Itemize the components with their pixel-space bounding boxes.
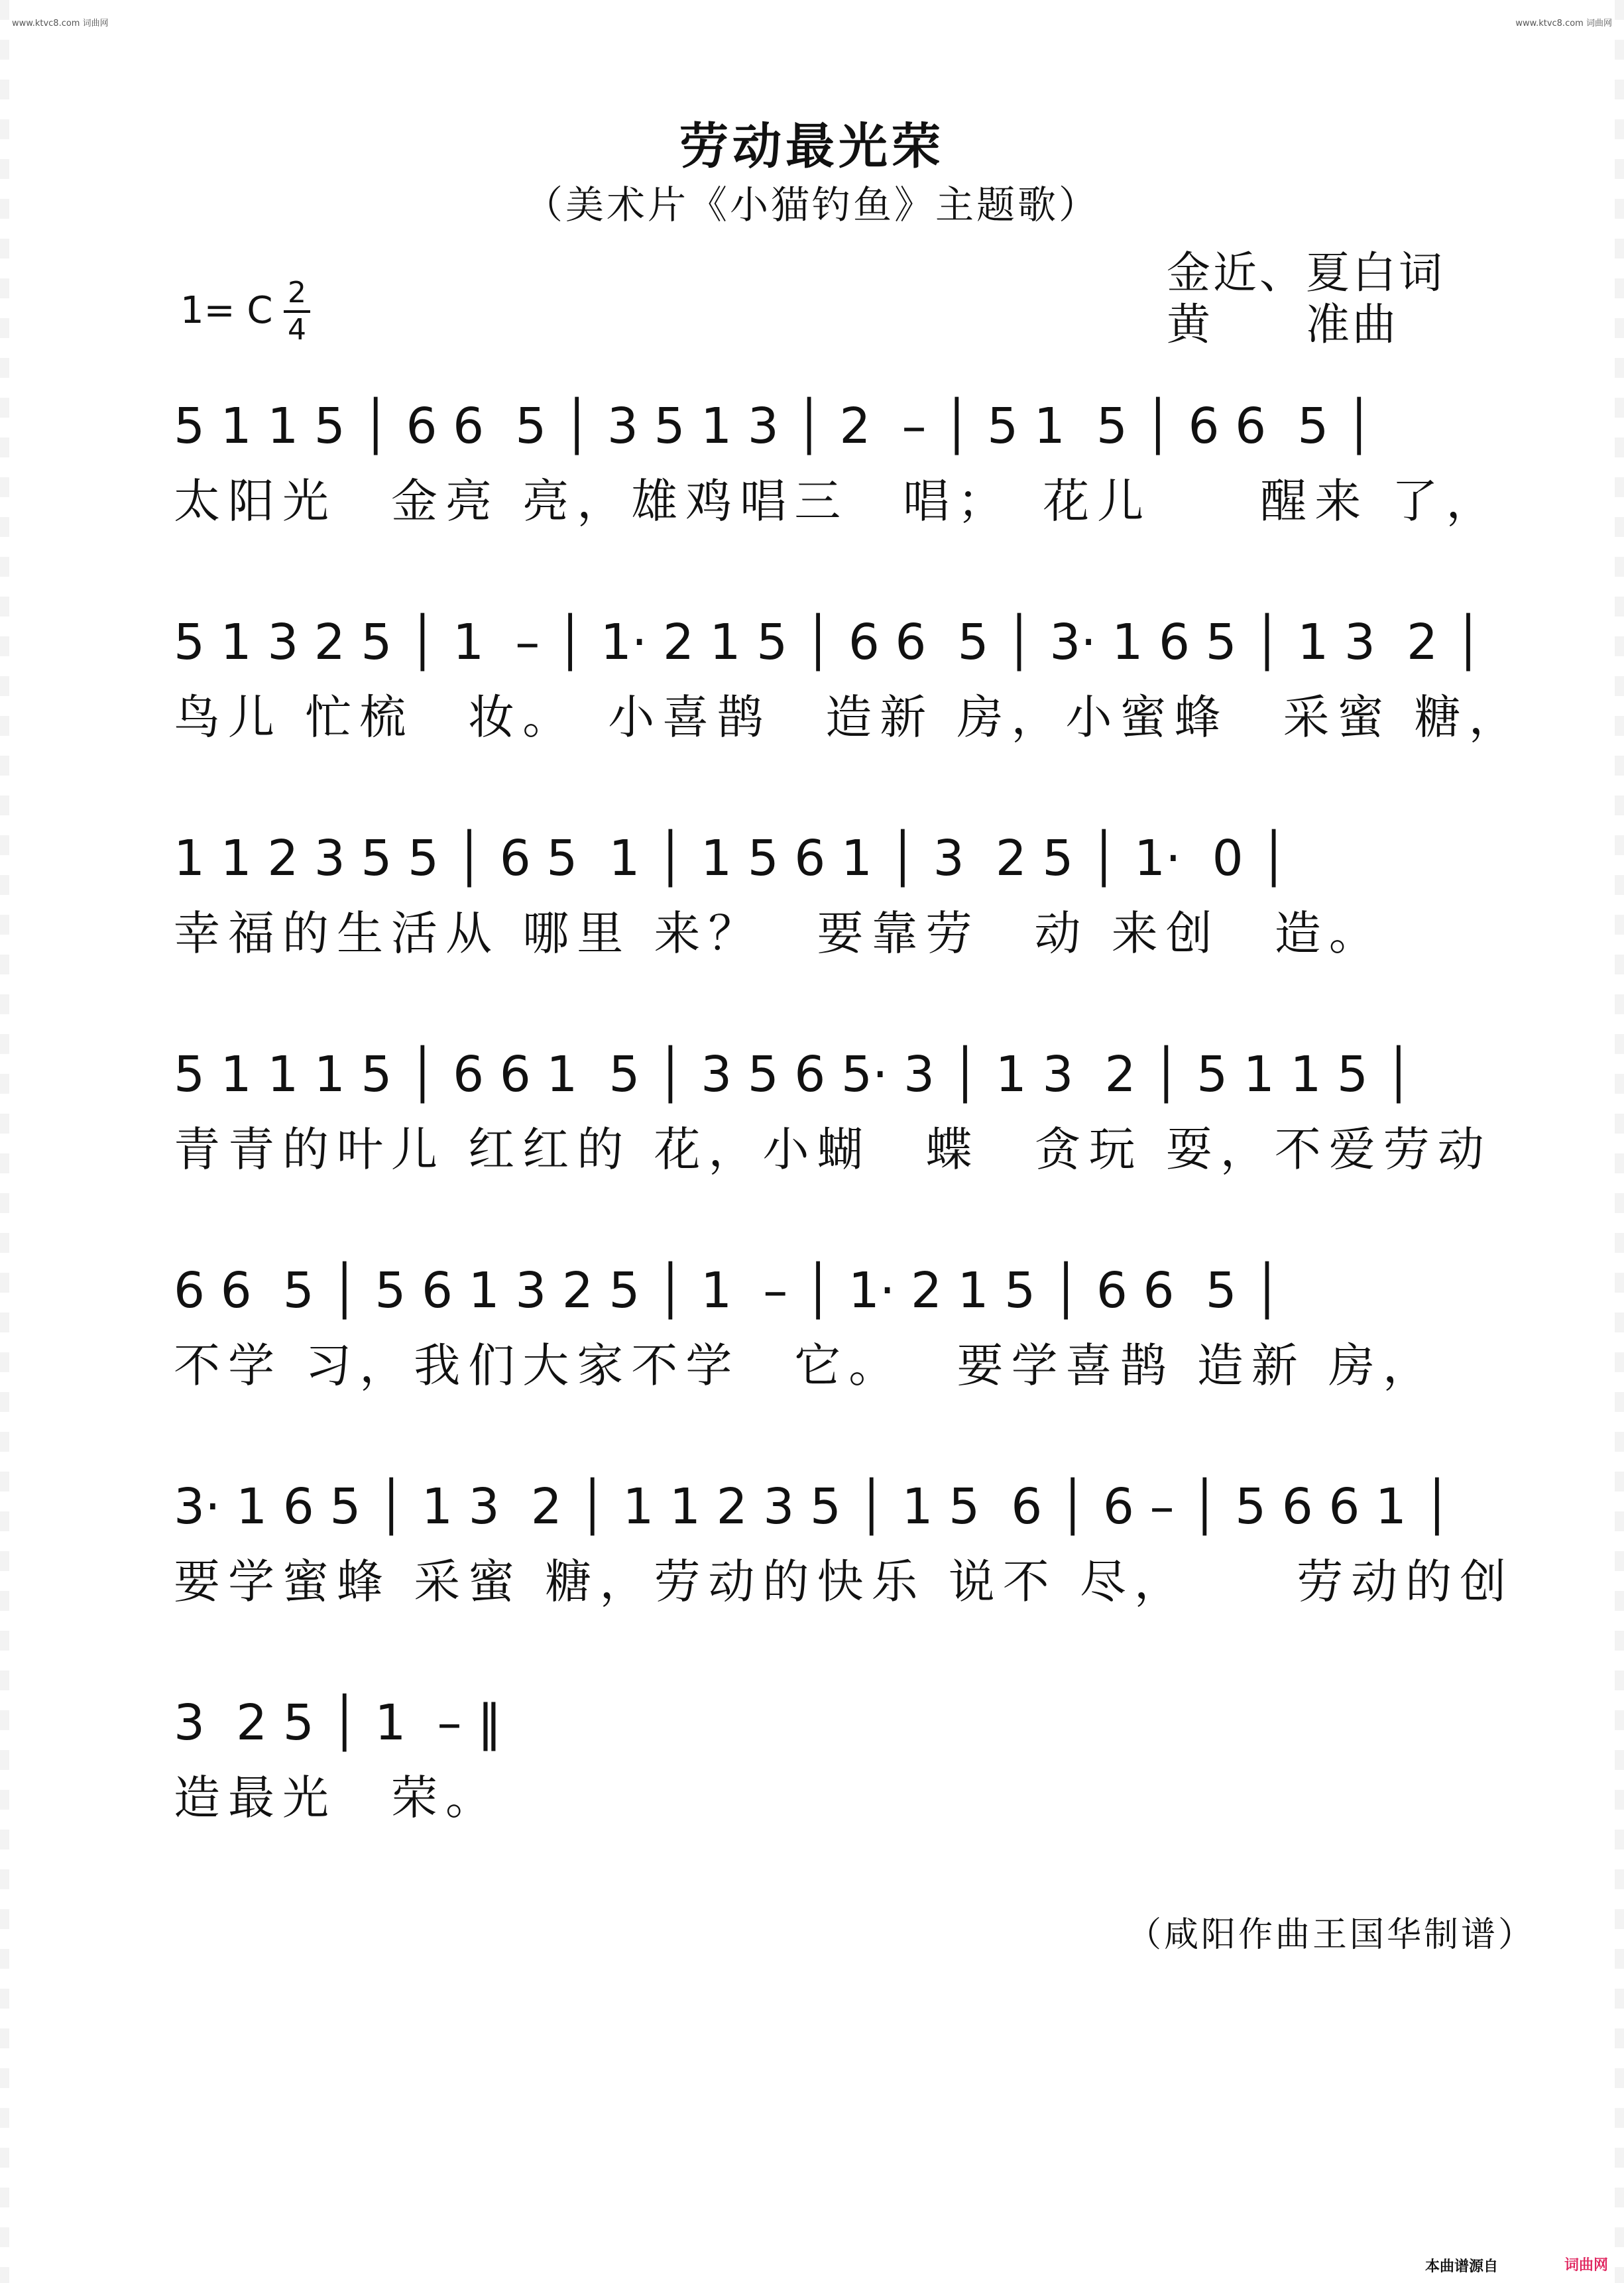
- notation-line: 6 6 5 │ 5 6 1 3 2 5 │ 1 – │ 1· 2 1 5 │ 6 6 5 │: [174, 1262, 1282, 1319]
- score-line-7: [174, 1694, 1486, 1828]
- top-right-url[interactable]: www.ktvc8.com: [1515, 19, 1584, 29]
- score-line-6: [174, 1478, 1515, 1611]
- source-site-logo[interactable]: 词曲网: [1564, 2257, 1609, 2274]
- notation-line: 3 2 5 │ 1 – ‖: [174, 1694, 502, 1751]
- right-edge-strip: [1615, 0, 1624, 2283]
- key-signature: 1= C: [180, 289, 273, 332]
- notation-line: 5 1 3 2 5 │ 1 – │ 1· 2 1 5 │ 6 6 5 │ 3· 1 6 5 │ 1 3 2 │: [174, 614, 1483, 671]
- composer-credit: 黄 准曲: [1167, 299, 1399, 350]
- notation-credit: （咸阳作曲王国华制谱）: [1127, 1915, 1536, 1955]
- notation-line: 5 1 1 1 5 │ 6 6 1 5 │ 3 5 6 5· 3 │ 1 3 2 │ 5 1 1 5 │: [174, 1046, 1414, 1103]
- top-left-site-name: 词曲网: [82, 19, 109, 29]
- left-edge-strip: [0, 0, 9, 2283]
- lyric-line: 幸福的生活从 哪里 来？ 要靠劳 动 来创 造。: [174, 906, 1383, 961]
- lyric-line: 太阳光 金亮 亮，雄鸡唱三 唱； 花儿 醒来 了，: [174, 474, 1501, 528]
- score-line-4: [174, 1046, 1492, 1179]
- score-line-1: [174, 398, 1501, 531]
- top-left-site-label: [12, 16, 109, 29]
- lyric-line: 要学蜜蜂 采蜜 糖，劳动的快乐 说不 尽， 劳动的创: [174, 1554, 1515, 1609]
- score-line-2: [174, 614, 1523, 747]
- song-title: 劳动最光荣: [679, 118, 945, 175]
- score-line-3: [174, 830, 1486, 963]
- notation-line: 3· 1 6 5 │ 1 3 2 │ 1 1 2 3 5 │ 1 5 6 │ 6 – │ 5 6 6 1 │: [174, 1478, 1452, 1535]
- time-signature: [284, 278, 310, 345]
- notation-line: 5 1 1 5 │ 6 6 5 │ 3 5 1 3 │ 2 – │ 5 1 5 │ 6 6 5 │: [174, 398, 1374, 455]
- lyric-line: 不学 习，我们大家不学 它。 要学喜鹊 造新 房，: [174, 1338, 1438, 1393]
- top-right-site-label: [1515, 16, 1612, 29]
- lyric-line: 青青的叶儿 红红的 花，小蝴 蝶 贪玩 耍，不爱劳动: [174, 1122, 1492, 1177]
- lyric-line: 鸟儿 忙梳 妆。 小喜鹊 造新 房，小蜜蜂 采蜜 糖，: [174, 690, 1523, 744]
- top-right-site-name: 词曲网: [1586, 19, 1612, 29]
- lyric-line: 造最光 荣。: [174, 1771, 500, 1825]
- score-line-5: [174, 1262, 1486, 1395]
- source-label: 本曲谱源自: [1425, 2258, 1499, 2275]
- song-subtitle: （美术片《小猫钓鱼》主题歌）: [524, 182, 1100, 227]
- time-signature-bottom: 4: [288, 313, 306, 347]
- notation-line: 1 1 2 3 5 5 │ 6 5 1 │ 1 5 6 1 │ 3 2 5 │ 1· 0 │: [174, 830, 1289, 887]
- top-left-url[interactable]: www.ktvc8.com: [12, 19, 80, 29]
- lyricist-credit: 金近、夏白词: [1167, 247, 1445, 298]
- time-signature-top: 2: [288, 276, 306, 310]
